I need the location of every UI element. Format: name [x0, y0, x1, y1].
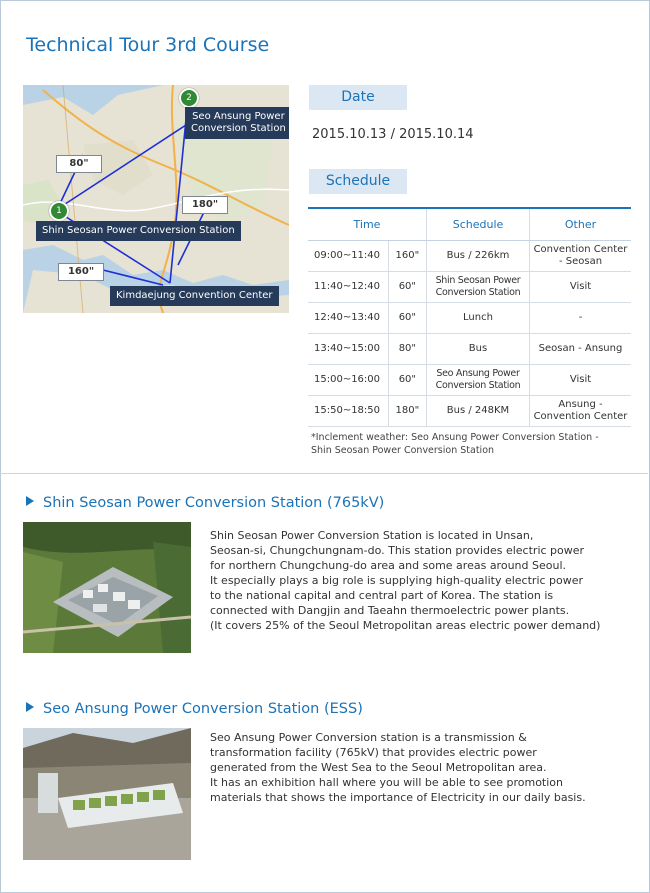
cell-other: Visit — [530, 272, 632, 303]
distance-80: 80" — [56, 155, 102, 173]
section2-description: Seo Ansung Power Conversion station is a transmission & transformation facility (765kV) that provides electric power generated from the West Sea to the Seoul Metropolitan area. It has an exhibition hall where you will be able to see promotion materials that shows the importance of Electricity in our daily basis. — [210, 731, 586, 804]
cell-duration: 180" — [388, 396, 426, 427]
cell-schedule: Shin Seosan Power Conversion Station — [427, 272, 530, 303]
header-schedule: Schedule — [427, 208, 530, 241]
table-row — [308, 272, 631, 303]
cell-other: Seosan - Ansung — [530, 334, 632, 365]
schedule-table — [308, 207, 631, 427]
cell-other: - — [530, 303, 632, 334]
cell-time: 11:40~12:40 — [308, 272, 388, 303]
section1-heading: Shin Seosan Power Conversion Station (765kV) — [26, 495, 384, 511]
table-row — [308, 241, 631, 272]
weather-note: *Inclement weather: Seo Ansung Power Conversion Station - Shin Seosan Power Conversion Station — [311, 432, 599, 456]
header-time: Time — [308, 208, 427, 241]
cell-duration: 160" — [388, 241, 426, 272]
triangle-right-icon — [26, 702, 34, 712]
cell-other: Ansung - Convention Center — [530, 396, 632, 427]
pin-1-icon: 1 — [49, 201, 69, 221]
cell-time: 15:00~16:00 — [308, 365, 388, 396]
cell-duration: 80" — [388, 334, 426, 365]
cell-duration: 60" — [388, 365, 426, 396]
cell-duration: 60" — [388, 272, 426, 303]
date-label: Date — [309, 85, 407, 110]
cell-other: Convention Center - Seosan — [530, 241, 632, 272]
cell-schedule: Bus / 248KM — [427, 396, 530, 427]
section-divider — [0, 473, 648, 474]
cell-other: Visit — [530, 365, 632, 396]
cell-schedule: Bus — [427, 334, 530, 365]
table-row — [308, 303, 631, 334]
map-label-shin-seosan: Shin Seosan Power Conversion Station — [36, 221, 241, 241]
cell-time: 15:50~18:50 — [308, 396, 388, 427]
cell-time: 12:40~13:40 — [308, 303, 388, 334]
date-value: 2015.10.13 / 2015.10.14 — [312, 127, 474, 142]
cell-duration: 60" — [388, 303, 426, 334]
distance-180: 180" — [182, 196, 228, 214]
schedule-header-row — [308, 208, 631, 241]
section1-description: Shin Seosan Power Conversion Station is located in Unsan, Seosan-si, Chungchungnam-do. This station provides electric power for northern Chungchung-do area and some areas around Seoul. It especially plays a big role is supplying high-quality electric power to the national capital and central part of Korea. The station is connected with Dangjin and Taeahn thermoelectric power plants. (It covers 25% of the Seoul Metropolitan areas electric power demand) — [210, 529, 601, 632]
table-row — [308, 396, 631, 427]
cell-time: 09:00~11:40 — [308, 241, 388, 272]
table-row — [308, 334, 631, 365]
triangle-right-icon — [26, 496, 34, 506]
page-title: Technical Tour 3rd Course — [26, 34, 270, 56]
route-map — [23, 85, 289, 313]
pin-2-icon: 2 — [179, 88, 199, 108]
distance-160: 160" — [58, 263, 104, 281]
map-label-kimdaejung: Kimdaejung Convention Center — [110, 286, 279, 306]
seo-ansung-photo — [23, 728, 191, 860]
map-label-seo-ansung: Seo Ansung Power Conversion Station — [185, 107, 289, 139]
cell-schedule: Lunch — [427, 303, 530, 334]
cell-schedule: Seo Ansung Power Conversion Station — [427, 365, 530, 396]
shin-seosan-photo — [23, 522, 191, 653]
header-other: Other — [530, 208, 632, 241]
cell-schedule: Bus / 226km — [427, 241, 530, 272]
schedule-label: Schedule — [309, 169, 407, 194]
table-row — [308, 365, 631, 396]
cell-time: 13:40~15:00 — [308, 334, 388, 365]
section2-heading: Seo Ansung Power Conversion Station (ESS) — [26, 701, 363, 717]
